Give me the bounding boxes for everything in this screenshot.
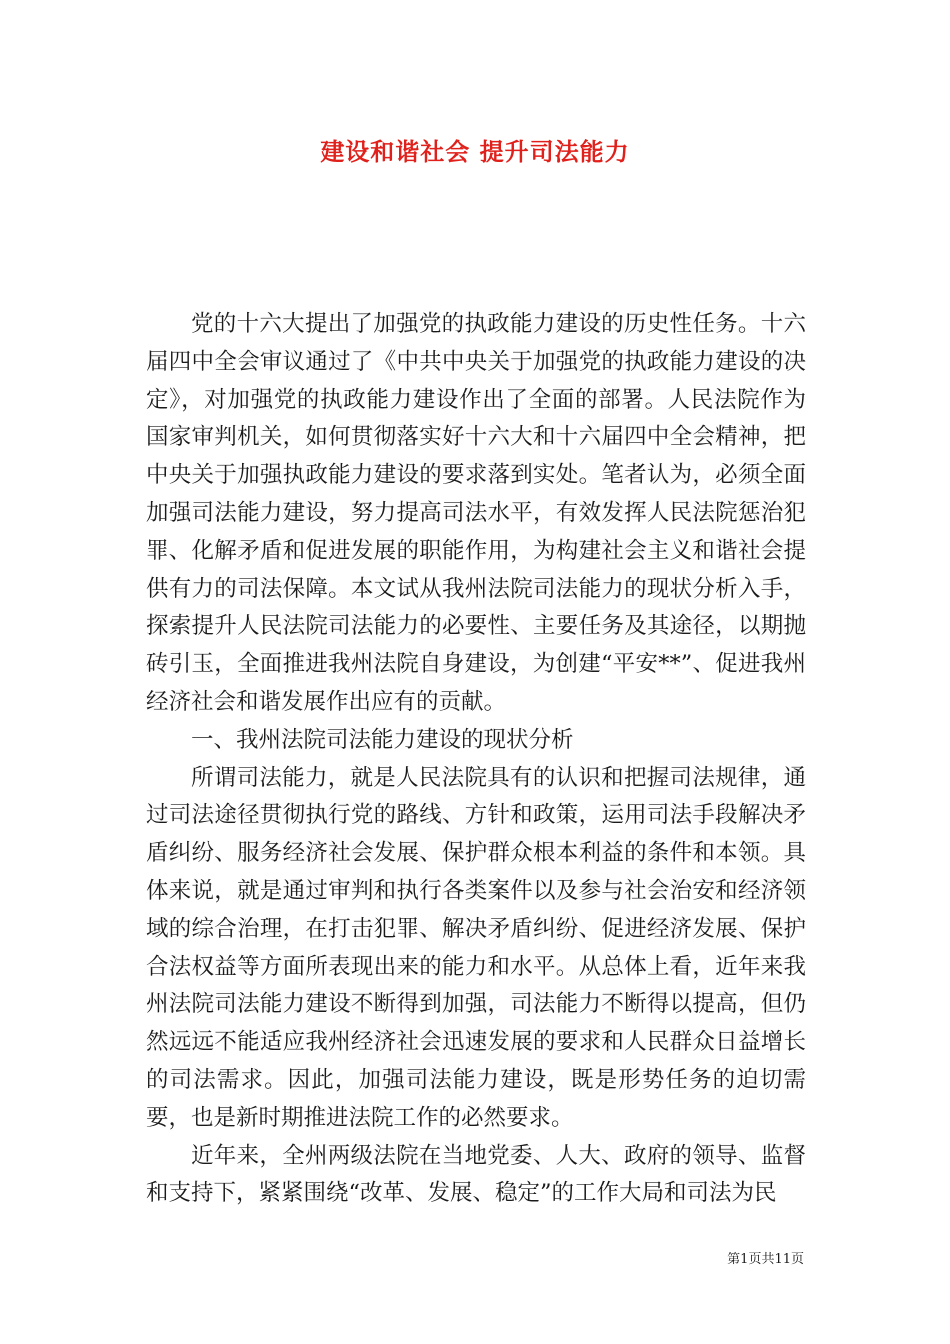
paragraph-definition: 所谓司法能力，就是人民法院具有的认识和把握司法规律，通过司法途径贯彻执行党的路线、方针和政策，运用司法手段解决矛盾纠纷、服务经济社会发展、保护群众根本利益的条件和本领。具体来说，就是通过审判和执行各类案件以及参与社会治安和经济领域的综合治理，在打击犯罪、解决矛盾纠纷、促进经济发展、保护合法权益等方面所表现出来的能力和水平。从总体上看，近年来我州法院司法能力建设不断得到加强，司法能力不断得以提高，但仍然远远不能适应我州经济社会迅速发展的要求和人民群众日益增长的司法需求。因此，加强司法能力建设，既是形势任务的迫切需要，也是新时期推进法院工作的必然要求。 — [146, 764, 806, 1131]
paragraph-recent-years: 近年来，全州两级法院在当地党委、人大、政府的领导、监督和支持下，紧紧围绕“改革、发展、稳定”的工作大局和司法为民 — [146, 1142, 806, 1207]
page-number: 第1页共11页 — [727, 1252, 804, 1267]
document-title: 建设和谐社会 提升司法能力 — [320, 138, 630, 166]
document-body — [146, 306, 806, 1213]
paragraph-intro: 党的十六大提出了加强党的执政能力建设的历史性任务。十六届四中全会审议通过了《中共中央关于加强党的执政能力建设的决定》，对加强党的执政能力建设作出了全面的部署。人民法院作为国家审判机关，如何贯彻落实好十六大和十六届四中全会精神，把中央关于加强执政能力建设的要求落到实处。笔者认为，必须全面加强司法能力建设，努力提高司法水平，有效发挥人民法院惩治犯罪、化解矛盾和促进发展的职能作用，为构建社会主义和谐社会提供有力的司法保障。本文试从我州法院司法能力的现状分析入手，探索提升人民法院司法能力的必要性、主要任务及其途径，以期抛砖引玉，全面推进我州法院自身建设，为创建“平安**”、促进我州经济社会和谐发展作出应有的贡献。 — [146, 311, 806, 715]
section-heading-1: 一、我州法院司法能力建设的现状分析 — [191, 726, 574, 753]
